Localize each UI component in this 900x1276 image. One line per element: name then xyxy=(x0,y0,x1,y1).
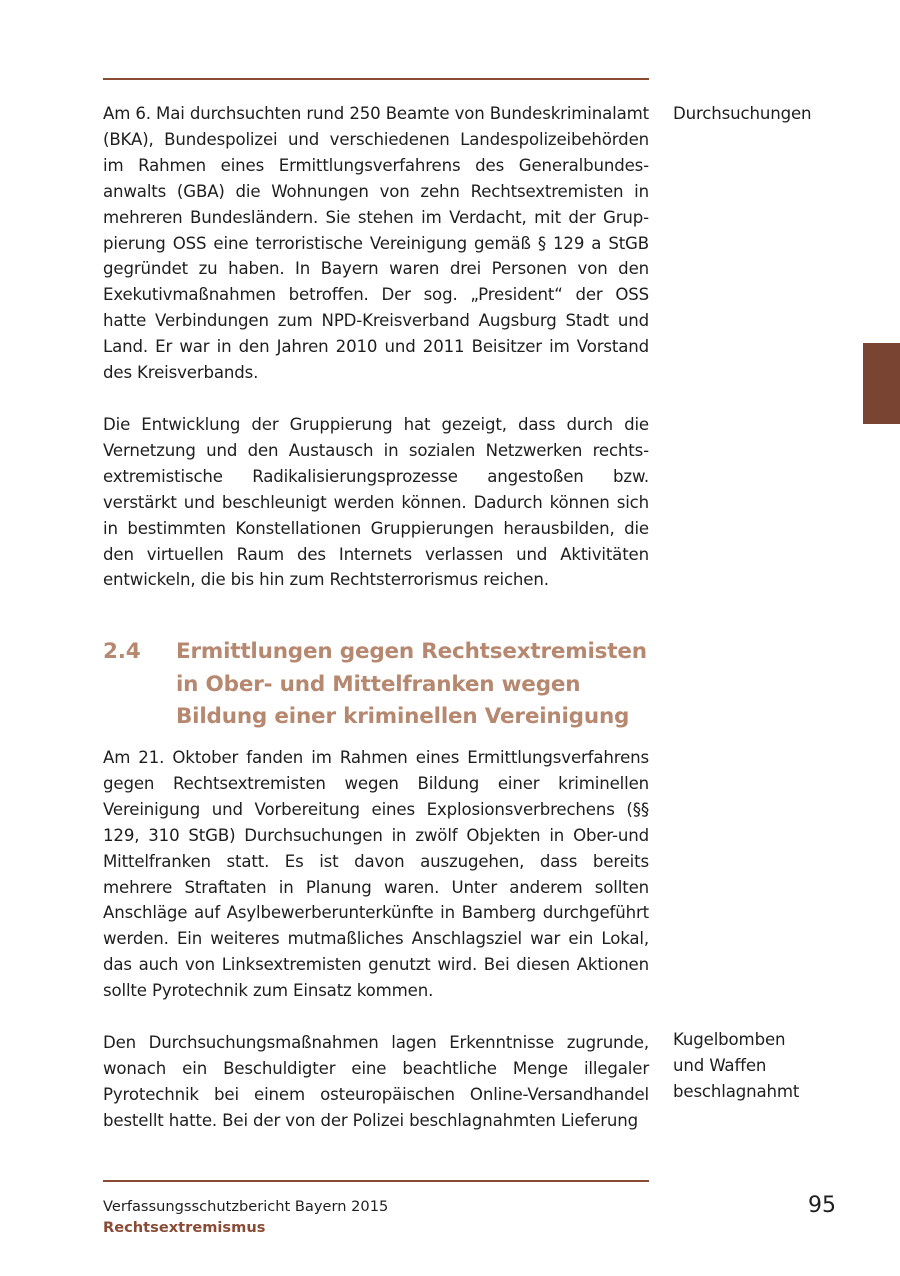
text-line: Vereinigung und Vorbereitung eines Explosionsverbrechens xyxy=(103,799,615,819)
text-line: sich in bestimmten Konstellationen Gruppierungen herausbilden, xyxy=(103,492,649,538)
text-line: Land. Er war in den Jahren 2010 und 2011 Beisitzer im Vorstand xyxy=(103,337,649,357)
margin-note-kugelbomben xyxy=(673,1027,873,1105)
text-line: wonach ein Beschuldigter eine beachtliche Menge illegaler xyxy=(103,1058,649,1078)
text-line: das auch von Linksextremisten genutzt wird. Bei diesen Aktionen xyxy=(103,955,649,975)
text-line: (BKA), Bundespolizei und verschiedenen Landespolizeibehörden xyxy=(103,129,649,149)
text-line: Pyrotechnik bei einem osteuropäischen Online-Versandhandel xyxy=(103,1084,649,1104)
section-title xyxy=(176,636,647,734)
text-line: Vernetzung und den Austausch in sozialen Netzwerken rechts- xyxy=(103,440,649,460)
text-line: sollte Pyrotechnik zum Einsatz kommen. xyxy=(103,981,434,1001)
section-title-line: Ermittlungen gegen Rechtsextremisten xyxy=(176,639,647,664)
text-line: gegründet zu haben. In Bayern waren drei Personen von den xyxy=(103,259,649,279)
text-line: Am 6. Mai durchsuchten rund 250 Beamte von Bundeskriminalamt xyxy=(103,104,649,123)
section-title-line: Bildung einer kriminellen Vereinigung xyxy=(176,704,630,729)
text-line: anwalts (GBA) die Wohnungen von zehn Rechtsextremisten in xyxy=(103,181,649,201)
text-line: werden. Ein weiteres mutmaßliches Anschlagsziel war ein Lokal, xyxy=(103,929,649,949)
main-column xyxy=(103,101,649,593)
text-line: Den Durchsuchungsmaßnahmen lagen Erkenntnisse zugrunde, xyxy=(103,1033,649,1053)
top-rule xyxy=(103,78,649,80)
margin-note-line: Kugelbomben xyxy=(673,1030,786,1049)
section-title-line: in Ober- und Mittelfranken wegen xyxy=(176,671,581,697)
paragraph-october-search xyxy=(103,745,649,1004)
text-line: Die Entwicklung der Gruppierung hat gezeigt, dass durch die xyxy=(103,414,649,434)
margin-note-line: beschlagnahmt xyxy=(673,1081,800,1101)
margin-note-durchsuchungen xyxy=(673,101,873,127)
text-line: und Mittelfranken statt. Es ist davon auszugehen, dass bereits xyxy=(103,825,649,871)
text-line: extremistische Radikalisierungsprozesse angestoßen bzw. xyxy=(103,466,649,486)
paragraph-oss-search xyxy=(103,101,649,386)
chapter-thumb-tab xyxy=(863,343,900,424)
footer-chapter-title: Rechtsextremismus xyxy=(103,1219,266,1236)
text-line: entwickeln, die bis hin zum Rechtsterrorismus reichen. xyxy=(103,570,549,590)
bottom-rule xyxy=(103,1180,649,1182)
text-line: Anschläge auf Asylbewerberunterkünfte in Bamberg durchgeführt xyxy=(103,903,649,923)
text-line: (§§ 129, 310 StGB) Durchsuchungen in zwölf Objekten in Ober- xyxy=(103,799,649,845)
text-line: hatte Verbindungen zum NPD-Kreisverband Augsburg Stadt und xyxy=(103,311,649,331)
margin-note-line: Durchsuchungen xyxy=(673,104,812,123)
text-line: Exekutivmaßnahmen betroffen. Der sog. „President“ der OSS xyxy=(103,285,649,305)
text-line: verstärkt und beschleunigt werden können. Dadurch können xyxy=(103,492,610,512)
page-footer xyxy=(103,1196,388,1238)
page-number: 95 xyxy=(808,1193,836,1218)
section-number: 2.4 xyxy=(103,639,141,664)
text-line: bestellt hatte. Bei der von der Polizei beschlagnahmten Lieferung xyxy=(103,1110,639,1130)
main-column-lower xyxy=(103,745,649,1134)
text-line: pierung OSS eine terroristische Vereinigung gemäß § 129 a StGB xyxy=(103,233,649,253)
paragraph-pyrotechnics xyxy=(103,1030,649,1134)
footer-report-title: Verfassungsschutzbericht Bayern 2015 xyxy=(103,1198,389,1215)
text-line: des Kreisverbands. xyxy=(103,363,259,383)
paragraph-group-development xyxy=(103,412,649,593)
text-line: die den virtuellen Raum des Internets verlassen und Aktivitäten xyxy=(103,518,649,564)
margin-note-line: und Waffen xyxy=(673,1055,767,1075)
text-line: im Rahmen eines Ermittlungsverfahrens des Generalbundes- xyxy=(103,155,649,175)
text-line: gegen Rechtsextremisten wegen Bildung einer kriminellen xyxy=(103,773,649,793)
text-line: Am 21. Oktober fanden im Rahmen eines Ermittlungsverfahrens xyxy=(103,748,649,767)
text-line: mehreren Bundesländern. Sie stehen im Verdacht, mit der Grup- xyxy=(103,207,649,227)
text-line: mehrere Straftaten in Planung waren. Unter anderem sollten xyxy=(103,877,649,897)
